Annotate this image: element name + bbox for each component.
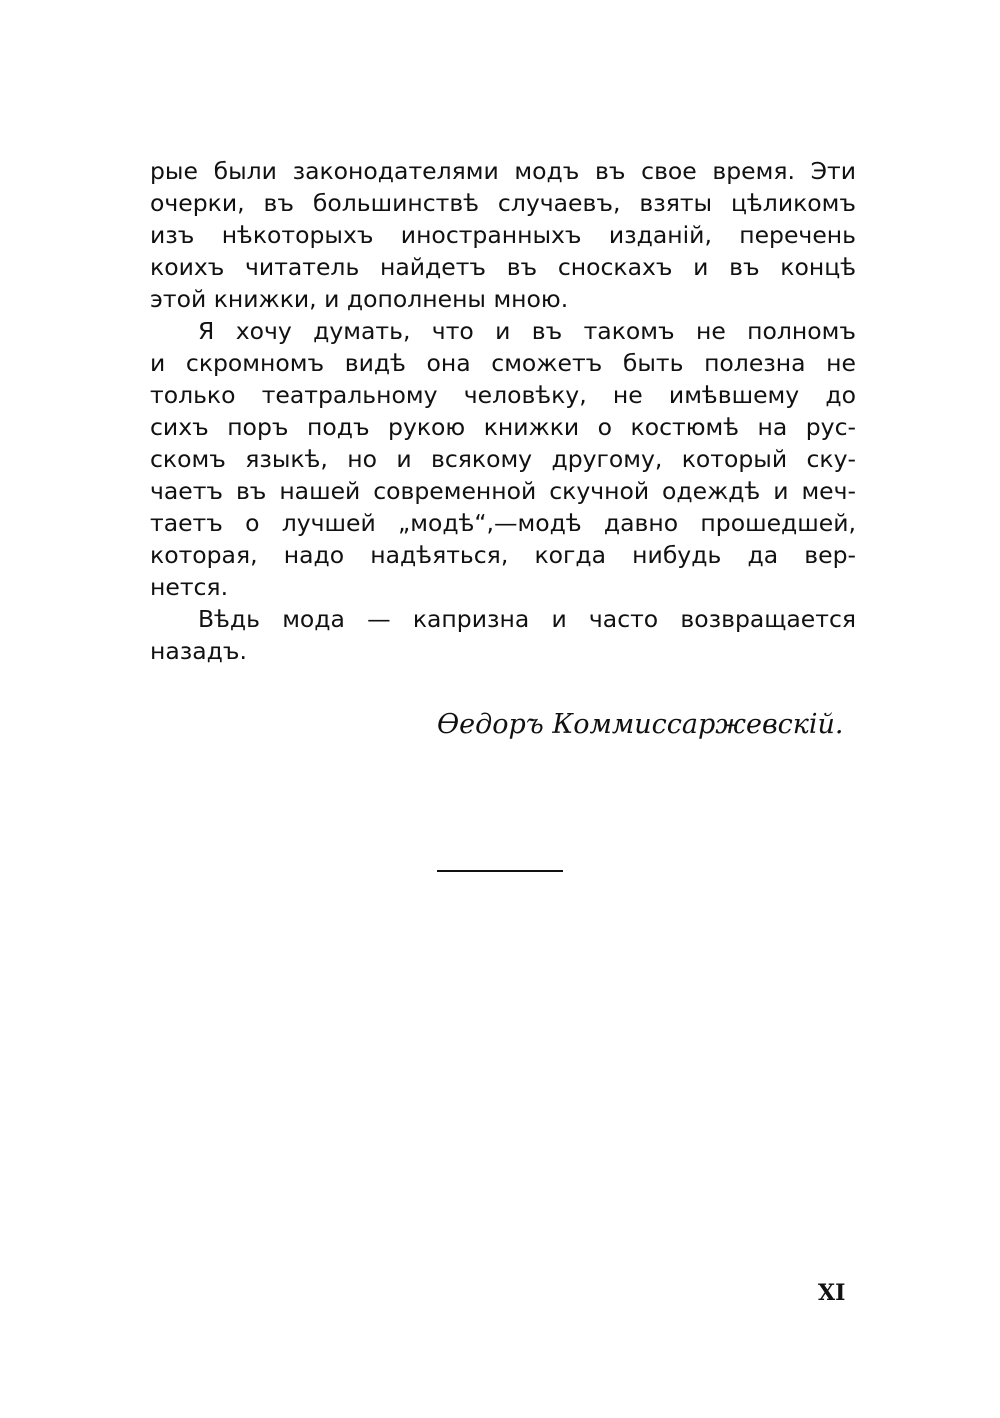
text-line: очерки, въ большинствѣ случаевъ, взяты цѣликомъ [150, 189, 856, 217]
text-line: которая, надо надѣяться, когда нибудь да вер- [150, 541, 856, 569]
text-line: и скромномъ видѣ она сможетъ быть полезна не [150, 349, 856, 377]
text-line: только театральному человѣку, не имѣвшему до [150, 381, 856, 409]
body-text [150, 155, 856, 667]
text-line: рые были законодателями модъ въ свое время. Эти [150, 157, 856, 185]
text-line: этой книжки, и дополнены мною. [150, 285, 569, 313]
section-divider [437, 870, 563, 872]
text-line: Вѣдь мода — капризна и часто возвращается [198, 605, 856, 633]
author-signature: Ѳедоръ Коммиссаржевскій. [437, 709, 844, 740]
page-number: XI [818, 1280, 846, 1306]
text-line: нется. [150, 573, 229, 601]
text-line: таетъ о лучшей „модѣ“,—модѣ давно прошедшей, [150, 509, 856, 537]
text-line: скомъ языкѣ, но и всякому другому, который ску- [150, 445, 856, 473]
text-line: изъ нѣкоторыхъ иностранныхъ изданій, перечень [150, 221, 856, 249]
text-line: чаетъ въ нашей современной скучной одеждѣ и меч- [150, 477, 856, 505]
text-line: коихъ читатель найдетъ въ сноскахъ и въ концѣ [150, 253, 856, 281]
text-line: Я хочу думать, что и въ такомъ не полномъ [198, 317, 856, 345]
text-line: назадъ. [150, 637, 247, 665]
text-line: сихъ поръ подъ рукою книжки о костюмѣ на рус- [150, 413, 856, 441]
